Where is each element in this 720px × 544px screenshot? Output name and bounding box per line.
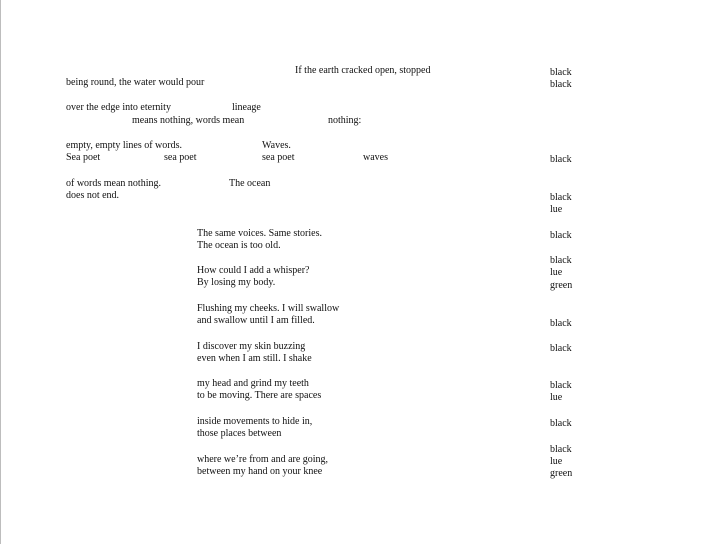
- stanza-line: How could I add a whisper?: [197, 265, 310, 276]
- poem-first-line: If the earth cracked open, stopped: [295, 65, 431, 76]
- poem-word: lineage: [232, 102, 261, 113]
- page-left-edge: [0, 0, 1, 544]
- poem-word: The ocean: [229, 178, 271, 189]
- margin-word: black: [550, 418, 572, 429]
- margin-word: black: [550, 192, 572, 203]
- stanza-line: I discover my skin buzzing: [197, 341, 306, 352]
- poem-word: Waves.: [262, 140, 291, 151]
- poem-line: over the edge into eternity: [66, 102, 171, 113]
- margin-word: black: [550, 230, 572, 241]
- poem-line: means nothing, words mean: [132, 115, 245, 126]
- stanza-line: those places between: [197, 428, 282, 439]
- poem-word: waves: [363, 152, 388, 163]
- stanza-line: even when I am still. I shake: [197, 353, 312, 364]
- stanza-line: where we’re from and are going,: [197, 454, 329, 465]
- poem-line: of words mean nothing.: [66, 178, 161, 189]
- stanza-line: inside movements to hide in,: [197, 416, 313, 427]
- margin-word: black: [550, 343, 572, 354]
- stanza-line: between my hand on your knee: [197, 466, 323, 477]
- stanza-line: By losing my body.: [197, 277, 276, 288]
- margin-word: lue: [550, 204, 563, 215]
- margin-word: green: [550, 468, 573, 479]
- poem-word: sea poet: [164, 152, 197, 163]
- stanza-line: The same voices. Same stories.: [197, 228, 322, 239]
- margin-word: green: [550, 280, 573, 291]
- poem-word: nothing:: [328, 115, 362, 126]
- poem-line: does not end.: [66, 190, 120, 201]
- poem-line: empty, empty lines of words.: [66, 140, 183, 151]
- poem-word: sea poet: [262, 152, 295, 163]
- margin-word: black: [550, 67, 572, 78]
- stanza-line: The ocean is too old.: [197, 240, 281, 251]
- poem-line: being round, the water would pour: [66, 77, 205, 88]
- margin-word: black: [550, 380, 572, 391]
- margin-word: black: [550, 79, 572, 90]
- margin-word: lue: [550, 392, 563, 403]
- margin-word: lue: [550, 267, 563, 278]
- stanza-line: to be moving. There are spaces: [197, 390, 322, 401]
- poem-word: Sea poet: [66, 152, 101, 163]
- stanza-line: Flushing my cheeks. I will swallow: [197, 303, 340, 314]
- margin-word: lue: [550, 456, 563, 467]
- margin-word: black: [550, 444, 572, 455]
- margin-word: black: [550, 154, 572, 165]
- stanza-line: my head and grind my teeth: [197, 378, 309, 389]
- margin-word: black: [550, 318, 572, 329]
- stanza-line: and swallow until I am filled.: [197, 315, 315, 326]
- margin-word: black: [550, 255, 572, 266]
